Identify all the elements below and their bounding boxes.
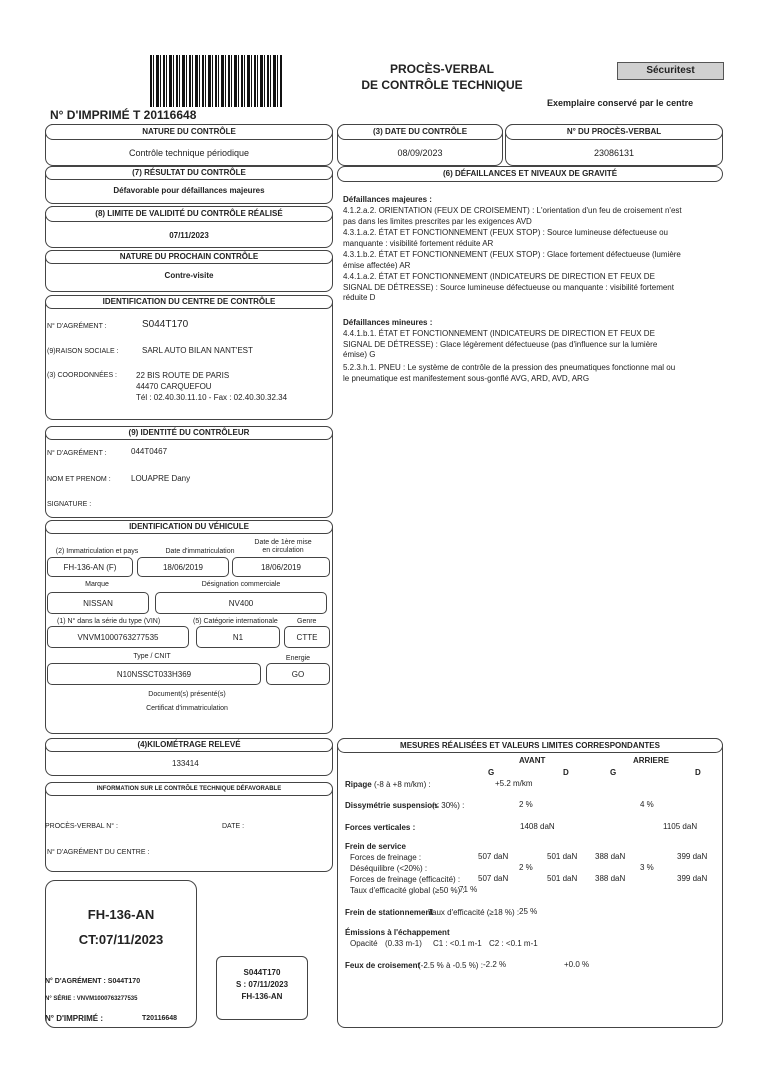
majeure-4: 4.4.1.a.2. ÉTAT ET FONCTIONNEMENT (INDICATEURS DE DIRECTION ET FEUX DE SIGNAL DE DÉTRESSE) : Source lumineuse défectueuse ou manquante : visibilité fortement réduite D (343, 272, 674, 302)
validite-header: (8) LIMITE DE VALIDITÉ DU CONTRÔLE RÉALISÉ (45, 206, 333, 222)
dissym-ar: 4 % (640, 800, 654, 809)
col-arriere-g: G (610, 768, 617, 777)
prochain-value: Contre-visite (164, 271, 214, 280)
nature-value: Contrôle technique périodique (128, 148, 250, 158)
stamp-line2: S : 07/11/2023 (235, 980, 289, 989)
km-header: (4)KILOMÉTRAGE RELEVÉ (45, 738, 333, 752)
croisement-label: Feux de croisement (345, 961, 421, 970)
designation-label: Désignation commerciale (201, 581, 281, 588)
designation-value: NV400 (155, 592, 327, 614)
dissym-av: 2 % (519, 800, 533, 809)
c1-value: C1 : <0.1 m-1 (433, 939, 482, 948)
forces-v-label: Forces verticales : (345, 823, 416, 832)
km-value: 133414 (172, 759, 199, 768)
marque-value: NISSAN (47, 592, 149, 614)
prochain-header: NATURE DU PROCHAIN CONTRÔLE (45, 250, 333, 264)
controleur-agrement: 044T0467 (131, 447, 168, 456)
majeures-title: Défaillances majeures : (343, 195, 432, 204)
mineure-2: 5.2.3.h.1. PNEU : Le système de contrôle de la pression des pneumatiques fonctionne mal ou le pneumatique est manifestement sous-gonflé AVG, ARD, AVD, ARG (343, 363, 676, 383)
signature-label: SIGNATURE : (47, 501, 92, 508)
sticker-imprime-label: N° D'IMPRIMÉ : (45, 1014, 103, 1023)
title-line1: PROCÈS-VERBAL (389, 62, 494, 76)
sticker-serie: N° SÉRIE : VNVM1000763277535 (45, 996, 138, 1002)
brand-logo: Sécuritest (617, 62, 724, 80)
centre-addr1: 22 BIS ROUTE DE PARIS (136, 371, 230, 380)
sticker-box (45, 880, 197, 1028)
date-mise-value: 18/06/2019 (232, 557, 330, 577)
centre-raison-label: (9)RAISON SOCIALE : (47, 348, 119, 355)
ripage-value: +5.2 m/km (495, 779, 533, 788)
energie-label: Energie (285, 655, 311, 662)
opacite-limit: (0.33 m-1) (385, 939, 422, 948)
docs-label: Document(s) présenté(s) (148, 691, 226, 698)
marque-label: Marque (85, 581, 109, 588)
cat-label: (5) Catégorie internationale (193, 618, 278, 625)
nature-header: NATURE DU CONTRÔLE (45, 124, 333, 140)
ffe-ard: 399 daN (677, 874, 708, 883)
copy-note: Exemplaire conservé par le centre (547, 98, 694, 108)
pv-value: 23086131 (593, 148, 635, 158)
col-arriere-d: D (695, 768, 701, 777)
dissym-label: Dissymétrie suspension (345, 801, 438, 810)
ff-avg: 507 daN (478, 852, 509, 861)
c2-value: C2 : <0.1 m-1 (489, 939, 538, 948)
centre-tel: Tél : 02.40.30.11.10 - Fax : 02.40.30.32.34 (136, 393, 288, 402)
resultat-value: Défavorable pour défaillances majeures (113, 186, 265, 195)
date-immat-label: Date d'immatriculation (165, 548, 235, 555)
title-line2: DE CONTRÔLE TECHNIQUE (361, 78, 523, 92)
vin-label: (1) N° dans la série du type (VIN) (57, 618, 161, 625)
controleur-nom-label: NOM ET PRENOM : (47, 476, 111, 483)
deseq-av: 2 % (519, 863, 533, 872)
centre-agrement-label: N° D'AGRÉMENT : (47, 323, 107, 330)
sticker-ct: CT:07/11/2023 (78, 932, 164, 947)
date-mise-label2: en circulation (262, 547, 304, 554)
vin-value: VNVM1000763277535 (47, 626, 189, 648)
info-agrement-label: N° D'AGRÉMENT DU CENTRE : (47, 849, 150, 856)
ffe-avd: 501 daN (547, 874, 578, 883)
info-pv-label: PROCÈS-VERBAL N° : (45, 823, 118, 830)
croisement-g: -2.2 % (483, 960, 507, 969)
dissym-limit: (≤ 30%) : (432, 801, 465, 810)
ffe-label: Forces de freinage (efficacité) : (350, 875, 461, 884)
controleur-agrement-label: N° D'AGRÉMENT : (47, 450, 107, 457)
ffe-avg: 507 daN (478, 874, 509, 883)
opacite-label: Opacité (350, 939, 378, 948)
deseq-label: Déséquilibre (<20%) : (350, 864, 428, 873)
centre-addr2: 44470 CARQUEFOU (136, 382, 212, 391)
stamp-line3: FH-136-AN (241, 992, 283, 1001)
majeure-3: 4.3.1.b.2. ÉTAT ET FONCTIONNEMENT (FEUX STOP) : Glace fortement défectueuse (lumière émise affectée) AR (343, 250, 681, 270)
ffe-arg: 388 daN (595, 874, 626, 883)
frein-service-label: Frein de service (345, 842, 406, 851)
energie-value: GO (266, 663, 330, 685)
sticker-imprime: T20116648 (142, 1015, 178, 1022)
ff-arg: 388 daN (595, 852, 626, 861)
type-label: Type / CNIT (133, 653, 171, 660)
mineure-1: 4.4.1.b.1. ÉTAT ET FONCTIONNEMENT (INDICATEURS DE DIRECTION ET FEUX DE SIGNAL DE DÉTRESSE) : Glace légèrement défectueuse (pas d'influence sur la lumière émise) G (343, 329, 658, 359)
taux-label: Taux d'efficacité global (≥50 %) : (350, 886, 465, 895)
majeure-1: 4.1.2.a.2. ORIENTATION (FEUX DE CROISEMENT) : L'orientation d'un feu de croisement n'est pas dans les limites prescrites par les exigences AVD (343, 206, 682, 226)
centre-header: IDENTIFICATION DU CENTRE DE CONTRÔLE (45, 295, 333, 309)
croisement-limit: (-2.5 % à -0.5 %) : (418, 961, 483, 970)
ff-ard: 399 daN (677, 852, 708, 861)
pv-header: N° DU PROCÈS-VERBAL (505, 124, 723, 140)
sticker-plate: FH-136-AN (87, 907, 155, 922)
avant-label: AVANT (519, 756, 546, 765)
controleur-header: (9) IDENTITÉ DU CONTRÔLEUR (45, 426, 333, 440)
arriere-label: ARRIERE (633, 756, 670, 765)
emissions-label: Émissions à l'échappement (345, 928, 450, 937)
stationnement-value: 25 % (519, 907, 538, 916)
vehicule-header: IDENTIFICATION DU VÉHICULE (45, 520, 333, 534)
resultat-header: (7) RÉSULTAT DU CONTRÔLE (45, 166, 333, 180)
forces-v-av: 1408 daN (520, 822, 555, 831)
col-avant-g: G (488, 768, 495, 777)
type-value: N10NSSCT033H369 (47, 663, 261, 685)
centre-agrement: S044T170 (142, 319, 189, 330)
stationnement-limit: Taux d'efficacité (≥18 %) : (428, 908, 520, 917)
stationnement-label: Frein de stationnement (345, 908, 434, 917)
controleur-nom: LOUAPRE Dany (131, 474, 191, 483)
taux-value: 71 % (459, 885, 478, 894)
genre-label: Genre (297, 618, 317, 625)
deseq-ar: 3 % (640, 863, 654, 872)
forces-v-ar: 1105 daN (663, 822, 698, 831)
date-header: (3) DATE DU CONTRÔLE (337, 124, 503, 140)
ff-avd: 501 daN (547, 852, 578, 861)
docs-value: Certificat d'immatriculation (146, 705, 228, 712)
defaillances-header: (6) DÉFAILLANCES ET NIVEAUX DE GRAVITÉ (337, 166, 723, 182)
mineures-title: Défaillances mineures : (343, 318, 433, 327)
date-value: 08/09/2023 (397, 148, 443, 158)
sticker-agrement: N° D'AGRÉMENT : S044T170 (45, 978, 141, 985)
centre-coord-label: (3) COORDONNÉES : (47, 372, 118, 379)
centre-raison: SARL AUTO BILAN NANT'EST (142, 346, 253, 355)
croisement-d: +0.0 % (564, 960, 590, 969)
col-avant-d: D (563, 768, 569, 777)
imprime-number: N° D'IMPRIMÉ T 20116648 (50, 108, 197, 122)
immat-label: (2) Immatriculation et pays (55, 548, 139, 555)
info-date-label: DATE : (222, 823, 245, 830)
info-defav-header: INFORMATION SUR LE CONTRÔLE TECHNIQUE DÉFAVORABLE (45, 782, 333, 796)
mesures-header: MESURES RÉALISÉES ET VALEURS LIMITES CORRESPONDANTES (337, 738, 723, 753)
stamp-line1: S044T170 (243, 968, 281, 977)
date-mise-label1: Date de 1ère mise (254, 539, 312, 546)
majeure-2: 4.3.1.a.2. ÉTAT ET FONCTIONNEMENT (FEUX STOP) : Source lumineuse défectueuse ou manquante : visibilité fortement réduite AR (343, 228, 669, 248)
validite-value: 07/11/2023 (169, 231, 209, 240)
ripage-label: Ripage (345, 780, 372, 789)
immat-value: FH-136-AN (F) (47, 557, 133, 577)
barcode (150, 55, 282, 107)
date-immat-value: 18/06/2019 (137, 557, 229, 577)
genre-value: CTTE (284, 626, 330, 648)
forces-frein-label: Forces de freinage : (350, 853, 422, 862)
ripage-limit: (-8 à +8 m/km) : (374, 780, 431, 789)
cat-value: N1 (196, 626, 280, 648)
